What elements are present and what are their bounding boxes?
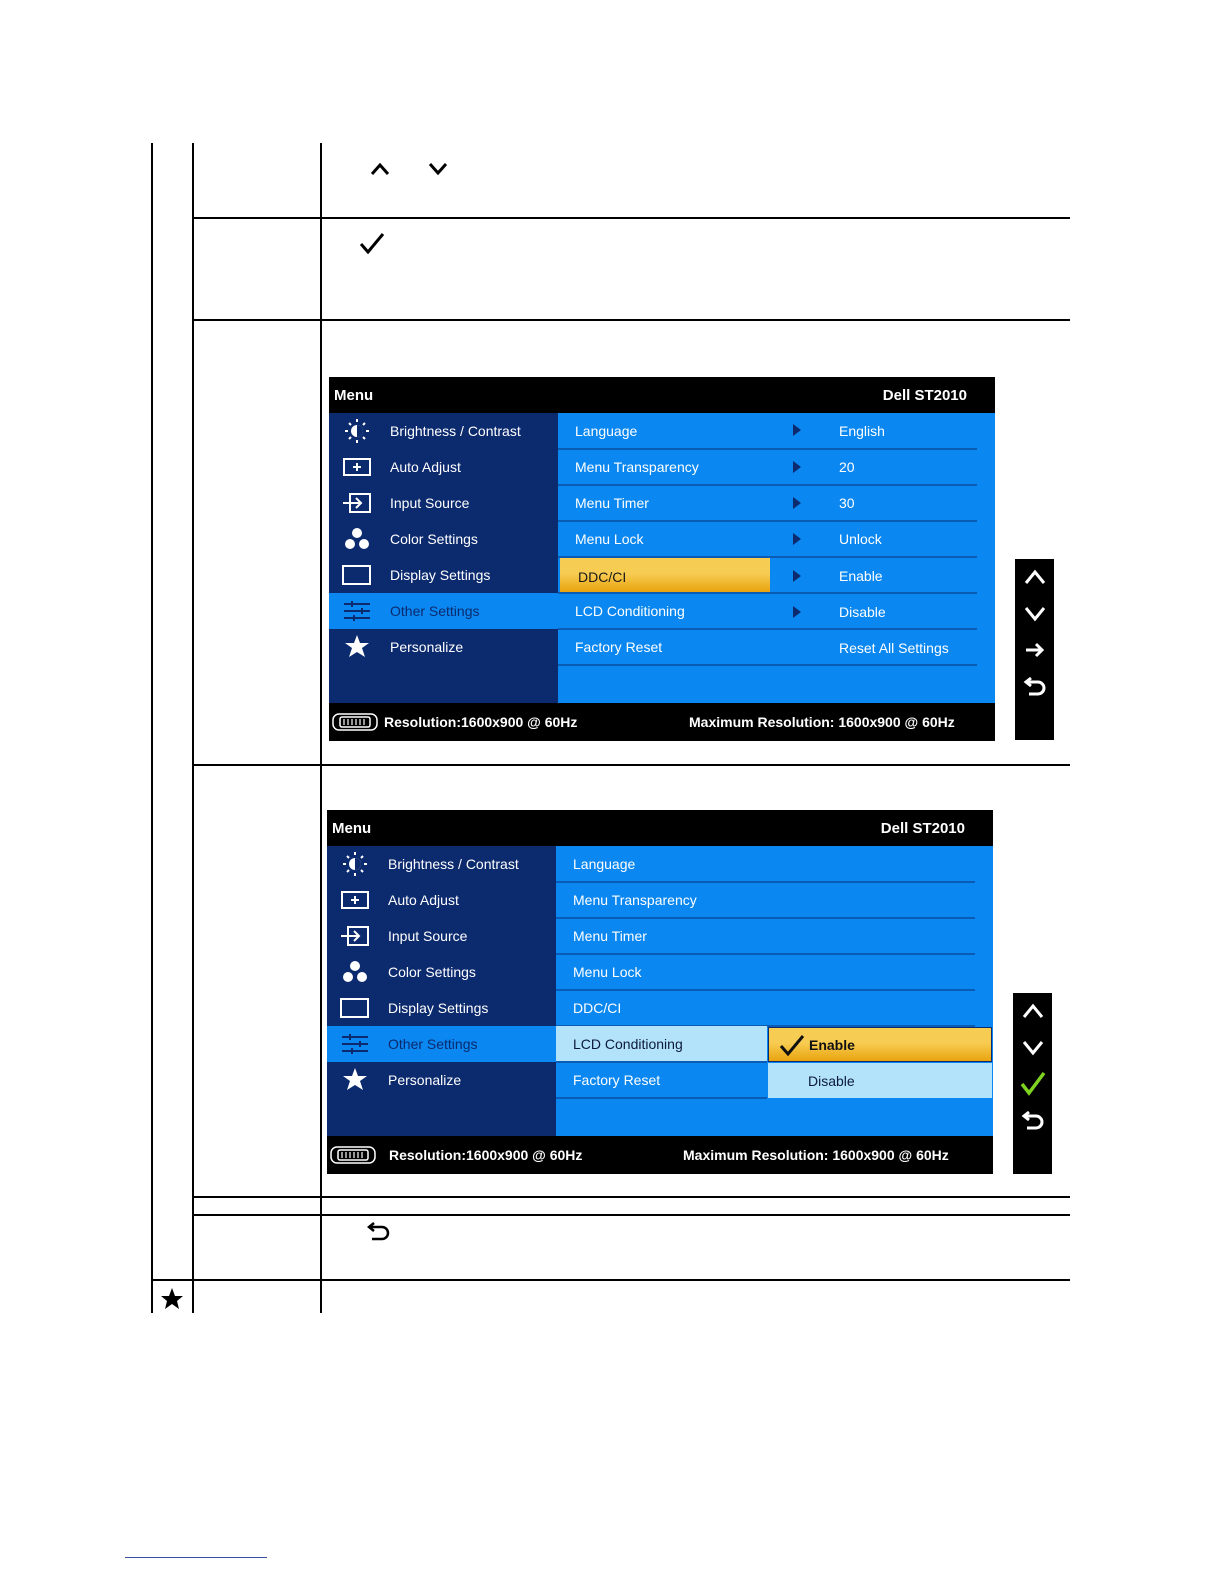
right-arrow-icon[interactable]	[1024, 641, 1046, 659]
row-rule	[192, 1214, 1070, 1216]
brightness-icon	[339, 852, 371, 876]
star-icon	[341, 635, 373, 659]
up-icon[interactable]	[1024, 568, 1046, 586]
input-source-icon	[341, 491, 373, 515]
check-icon[interactable]	[1020, 1070, 1046, 1096]
value-language: English	[839, 423, 885, 439]
value-menu-transparency: 20	[839, 459, 855, 475]
vga-connector-icon	[332, 712, 378, 732]
osd-sub-menu-transparency[interactable]: Menu Transparency	[556, 882, 975, 919]
osd-sub-menu-lock[interactable]: Menu Lock	[556, 954, 975, 991]
value-ddcci: Enable	[839, 568, 883, 584]
maximum-resolution: Maximum Resolution: 1600x900 @ 60Hz	[689, 714, 955, 730]
osd-item-brightness-contrast[interactable]: Brightness / Contrast	[327, 846, 556, 882]
value-menu-timer: 30	[839, 495, 855, 511]
auto-adjust-icon	[339, 888, 371, 912]
submenu-arrow-icon	[793, 606, 801, 618]
row-rule	[192, 217, 1070, 219]
value-menu-lock: Unlock	[839, 531, 882, 547]
other-settings-icon	[341, 599, 373, 623]
back-icon[interactable]	[1023, 676, 1047, 698]
row-rule	[151, 1279, 1070, 1281]
display-settings-icon	[339, 996, 371, 1020]
osd-sub-language[interactable]: Language	[556, 846, 975, 883]
osd-item-input-source[interactable]: Input Source	[327, 918, 556, 954]
osd-item-brightness-contrast[interactable]: Brightness / Contrast	[329, 413, 558, 449]
auto-adjust-icon	[341, 455, 373, 479]
option-disable[interactable]: Disable	[768, 1063, 992, 1098]
osd-item-auto-adjust[interactable]: Auto Adjust	[327, 882, 556, 918]
submenu-arrow-icon	[793, 497, 801, 509]
brightness-icon	[341, 419, 373, 443]
osd-model: Dell ST2010	[880, 820, 965, 837]
osd-sub-menu-timer[interactable]: Menu Timer	[556, 918, 975, 955]
input-source-icon	[339, 924, 371, 948]
current-resolution: Resolution:1600x900 @ 60Hz	[389, 1147, 583, 1163]
osd-sub-language[interactable]: Language	[558, 413, 977, 450]
down-icon	[428, 162, 448, 176]
down-icon[interactable]	[1024, 605, 1046, 623]
osd-nav-buttons-1	[1015, 559, 1054, 740]
osd-sub-menu-lock[interactable]: Menu Lock	[558, 521, 977, 558]
submenu-arrow-icon	[793, 424, 801, 436]
table-border-left	[151, 143, 153, 1313]
osd-menu-2	[327, 810, 993, 1174]
osd-item-display-settings[interactable]: Display Settings	[329, 557, 558, 593]
osd-titlebar	[327, 810, 993, 846]
up-icon[interactable]	[1022, 1002, 1044, 1020]
osd-sub-lcd-conditioning[interactable]: LCD Conditioning	[556, 1026, 767, 1063]
vga-connector-icon	[330, 1145, 376, 1165]
option-enable[interactable]: Enable	[768, 1027, 992, 1062]
star-icon	[160, 1287, 184, 1311]
color-settings-icon	[341, 527, 373, 551]
osd-item-display-settings[interactable]: Display Settings	[327, 990, 556, 1026]
footer-link-underline[interactable]	[125, 1557, 267, 1558]
value-lcd-conditioning: Disable	[839, 604, 886, 620]
osd-left-pane	[329, 413, 558, 703]
maximum-resolution: Maximum Resolution: 1600x900 @ 60Hz	[683, 1147, 949, 1163]
current-resolution: Resolution:1600x900 @ 60Hz	[384, 714, 578, 730]
osd-model: Dell ST2010	[882, 387, 967, 404]
osd-footer	[329, 703, 995, 741]
submenu-arrow-icon	[793, 570, 801, 582]
osd-item-color-settings[interactable]: Color Settings	[329, 521, 558, 557]
submenu-arrow-icon	[793, 533, 801, 545]
color-settings-icon	[339, 960, 371, 984]
other-settings-icon	[339, 1032, 371, 1056]
osd-item-color-settings[interactable]: Color Settings	[327, 954, 556, 990]
submenu-arrow-icon	[793, 461, 801, 473]
display-settings-icon	[341, 563, 373, 587]
osd-item-other-settings[interactable]: Other Settings	[329, 593, 558, 629]
back-icon[interactable]	[1021, 1110, 1045, 1132]
osd-menu-1	[329, 377, 995, 741]
osd-nav-buttons-2	[1013, 993, 1052, 1174]
osd-left-pane	[327, 846, 556, 1136]
up-icon	[370, 162, 390, 176]
osd-item-personalize[interactable]: Personalize	[327, 1062, 556, 1098]
star-icon	[339, 1068, 371, 1092]
check-icon	[359, 232, 385, 254]
osd-titlebar	[329, 377, 995, 413]
osd-sub-menu-timer[interactable]: Menu Timer	[558, 485, 977, 522]
osd-sub-lcd-conditioning[interactable]: LCD Conditioning	[558, 593, 977, 630]
osd-footer	[327, 1136, 993, 1174]
row-rule	[192, 1196, 1070, 1198]
osd-title: Menu	[334, 387, 374, 404]
value-factory-reset: Reset All Settings	[839, 640, 949, 656]
osd-sub-ddcci[interactable]: DDC/CI	[556, 990, 975, 1027]
osd-sub-factory-reset[interactable]: Factory Reset	[558, 629, 977, 666]
osd-title: Menu	[332, 820, 372, 837]
osd-item-other-settings[interactable]: Other Settings	[327, 1026, 556, 1062]
back-icon	[366, 1222, 390, 1242]
osd-sub-ddcci[interactable]: DDC/CI	[558, 557, 977, 594]
check-icon	[779, 1033, 805, 1057]
row-rule	[192, 764, 1070, 766]
osd-item-personalize[interactable]: Personalize	[329, 629, 558, 665]
osd-sub-factory-reset[interactable]: Factory Reset	[556, 1062, 767, 1099]
osd-sub-menu-transparency[interactable]: Menu Transparency	[558, 449, 977, 486]
osd-item-input-source[interactable]: Input Source	[329, 485, 558, 521]
row-rule	[192, 319, 1070, 321]
down-icon[interactable]	[1022, 1039, 1044, 1057]
osd-item-auto-adjust[interactable]: Auto Adjust	[329, 449, 558, 485]
